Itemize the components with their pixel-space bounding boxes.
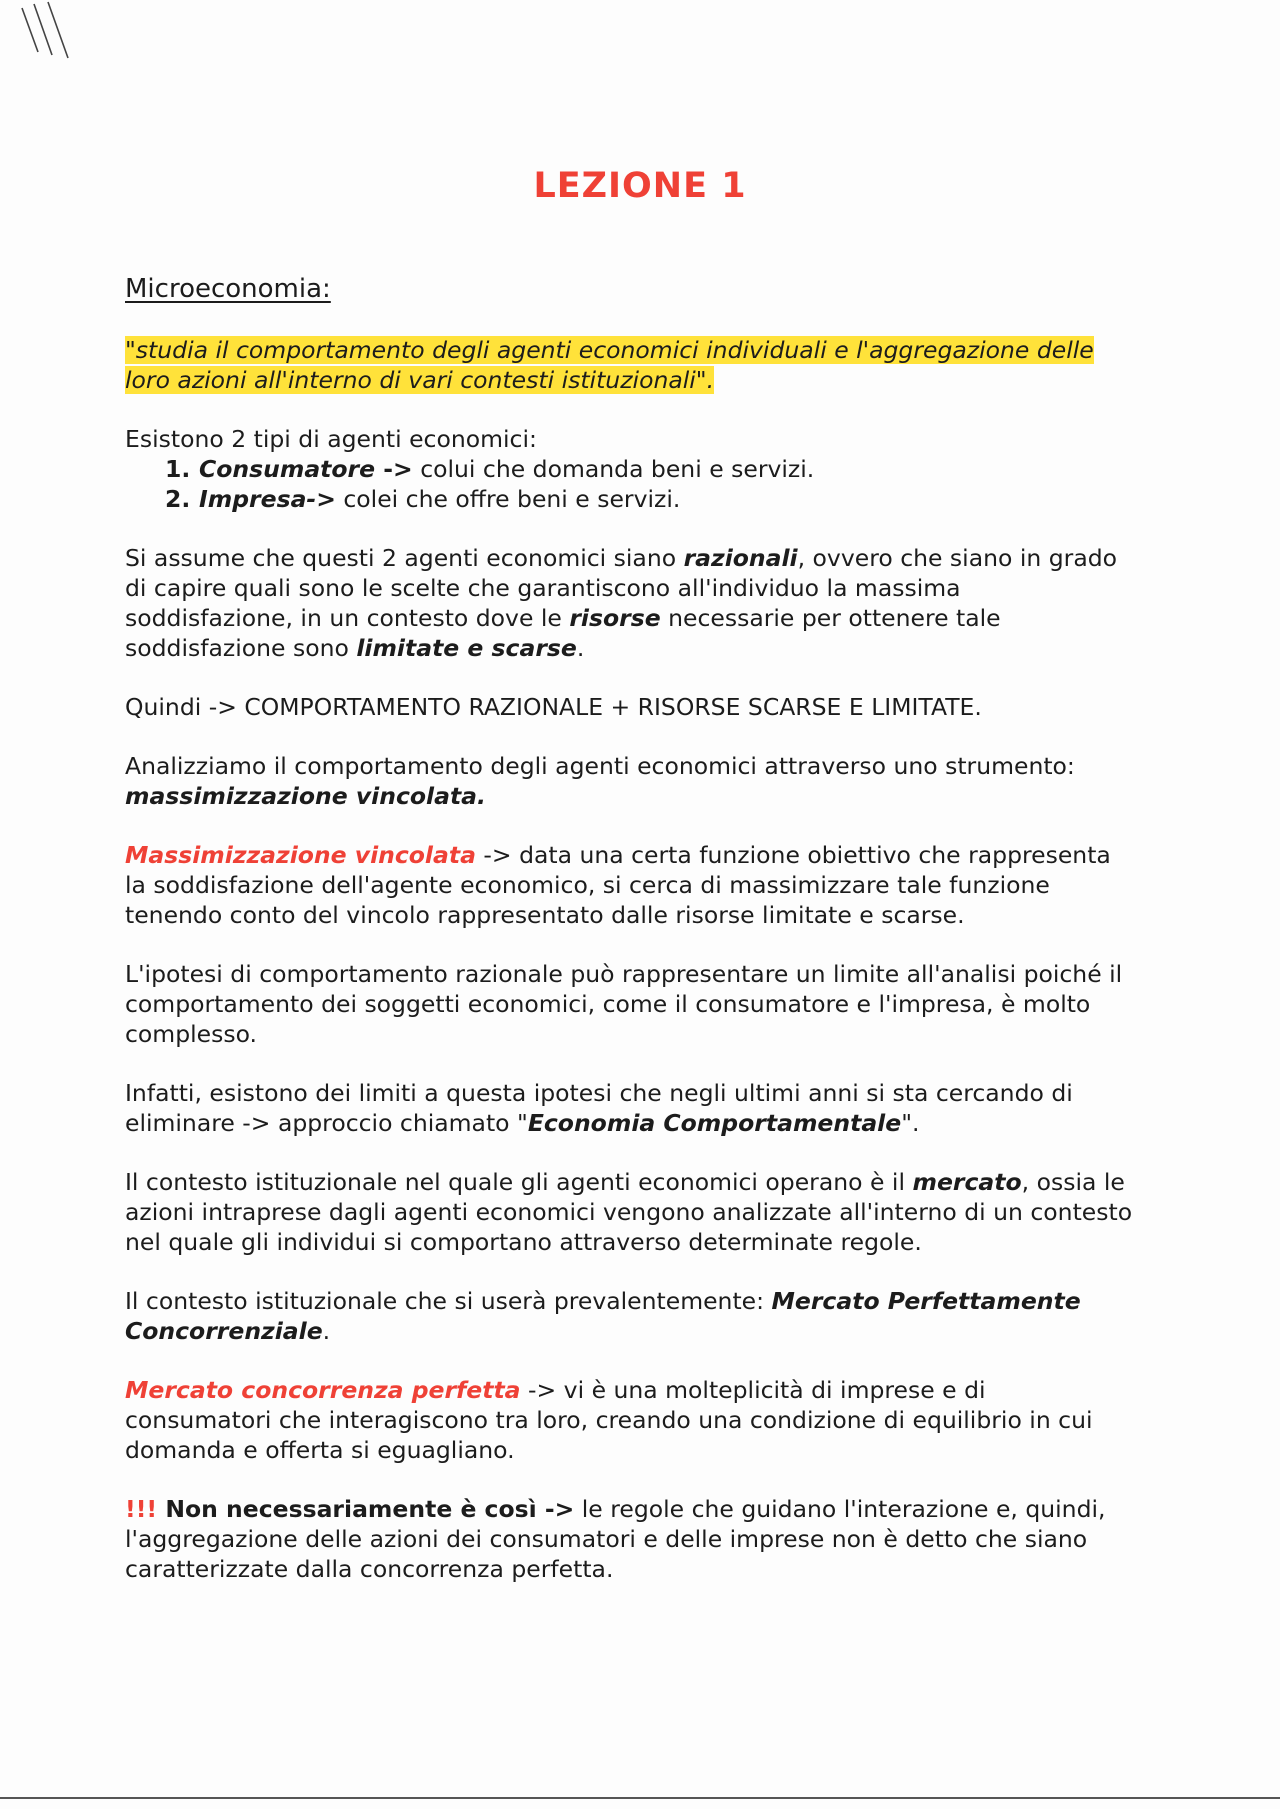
agent-term: Consumatore [199, 455, 376, 483]
page-title: LEZIONE 1 [533, 166, 747, 206]
pen-strokes-mark [18, 0, 78, 70]
lesson-body [125, 272, 1135, 1613]
paragraph-prevalente: Il contesto istituzionale che si userà prevalentemente: Mercato Perfettamente Concorrenziale. [125, 1287, 1081, 1345]
list-item: 1. Consumatore -> colui che domanda beni e servizi. [165, 455, 815, 483]
warning-mark: !!! [125, 1495, 158, 1523]
definition-quote [125, 335, 1135, 395]
paragraph-non-necessariamente: !!! Non necessariamente è così -> le regole che guidano l'interazione e, quindi, l'aggregazione delle azioni dei consumatori e delle imprese non è detto che siano caratterizzate dalla concorrenza perfetta. [125, 1495, 1106, 1583]
paragraph-quindi: Quindi -> COMPORTAMENTO RAZIONALE + RISORSE SCARSE E LIMITATE. [125, 693, 982, 721]
red-term: Mercato concorrenza perfetta [125, 1376, 521, 1404]
agent-term: Impresa- [199, 485, 317, 513]
paragraph-ipotesi: L'ipotesi di comportamento razionale può rappresentare un limite all'analisi poiché il comportamento dei soggetti economici, come il consumatore e l'impresa, è molto complesso. [125, 960, 1123, 1048]
agents-list [125, 454, 1135, 514]
red-term: Massimizzazione vincolata [125, 841, 476, 869]
section-heading: Microeconomia: [125, 274, 331, 304]
highlighted-definition: "studia il comportamento degli agenti economici individuali e l'aggregazione delle loro azioni all'interno di vari contesti istituzionali". [125, 336, 1094, 394]
paragraph-infatti: Infatti, esistono dei limiti a questa ipotesi che negli ultimi anni si sta cercando di eliminare -> approccio chiamato "Economia Comportamentale". [125, 1079, 1073, 1137]
list-item: 2. Impresa-> colei che offre beni e servizi. [165, 485, 681, 513]
paragraph-mercato: Mercato concorrenza perfetta -> vi è una molteplicità di imprese e di consumatori che interagiscono tra loro, creando una condizione di equilibrio in cui domanda e offerta si eguagliano. [125, 1376, 1093, 1464]
paragraph-contesto: Il contesto istituzionale nel quale gli agenti economici operano è il mercato, ossia le azioni intraprese dagli agenti economici vengono analizzate all'interno di un contesto nel quale gli individui si comportano attraverso determinate regole. [125, 1168, 1133, 1256]
paragraph-massimizzazione: Massimizzazione vincolata -> data una certa funzione obiettivo che rappresenta la soddisfazione dell'agente economico, si cerca di massimizzare tale funzione tenendo conto del vincolo rappresentato dalle risorse limitate e scarse. [125, 841, 1111, 929]
scan-edge-line [0, 1797, 1280, 1799]
paragraph-analizziamo: Analizziamo il comportamento degli agenti economici attraverso uno strumento: massimizzazione vincolata. [125, 752, 1075, 810]
agents-intro: Esistono 2 tipi di agenti economici: [125, 425, 537, 453]
paragraph-rational: Si assume che questi 2 agenti economici siano razionali, ovvero che siano in grado di capire quali sono le scelte che garantiscono all'individuo la massima soddisfazione, in un contesto dove le risorse necessarie per ottenere tale soddisfazione sono limitate e scarse. [125, 544, 1118, 662]
